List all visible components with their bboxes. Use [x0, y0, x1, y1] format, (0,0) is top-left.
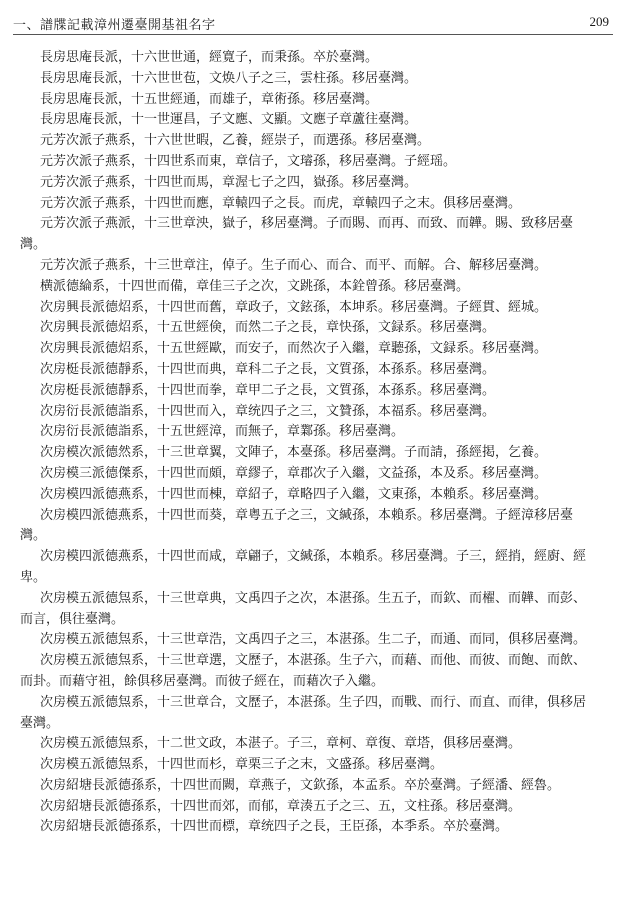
- entry: 次房梃長派德靜系，十四世而拳，章甲二子之長，文質孫，本孫系。移居臺灣。: [40, 382, 496, 398]
- entry: 元芳次派子燕派，十三世章泱，嶽子，移居臺灣。子而賜、而再、而致、而韡。賜、致移居臺灣。: [20, 216, 574, 253]
- entry: 次房紹塘長派德孫系，十四世而闕，章燕子，文欽孫，本孟系。卒於臺灣。子經潘、經魯。: [40, 777, 561, 793]
- entry: 長房思庵長派，十五世經通，而雄子，章術孫。移居臺灣。: [40, 91, 379, 107]
- entry: 次房興長派德炤系，十四世而舊，章政子，文鉉孫，本坤系。移居臺灣。子經貫、經城。: [40, 299, 548, 315]
- entry: 次房梃長派德靜系，十四世而典，章科二子之長，文質孫，本孫系。移居臺灣。: [40, 361, 496, 377]
- page-number: 209: [589, 14, 609, 29]
- entry: 元芳次派子燕系，十三世章注，倬子。生子而心、而合、而平、而解。合、解移居臺灣。: [40, 257, 548, 273]
- entry: 長房思庵長派，十六世世苞，文焕八子之三，雲柱孫。移居臺灣。: [40, 70, 418, 86]
- entry: 元芳次派子燕系，十四世而馬，章渥七子之四，嶽孫。移居臺灣。: [40, 174, 418, 190]
- entry: 次房模次派德然系，十三世章翼，文陣子，本臺孫。移居臺灣。子而請，孫經掲，乞養。: [40, 445, 548, 461]
- entry: 長房思庵長派，十一世運昌，子文應、文顯。文應子章蘆往臺灣。: [40, 112, 418, 128]
- entry: 次房興長派德炤系，十五世經倹，而然二子之長，章快孫，文録系。移居臺灣。: [40, 320, 496, 336]
- entry: 次房紹塘長派德孫系，十四世而郊，而郁，章湊五子之三、五，文柱孫。移居臺灣。: [40, 798, 522, 814]
- entry: 長房思庵長派，十六世世通，經寛子，而秉孫。卒於臺灣。: [40, 50, 379, 65]
- running-header: [13, 8, 613, 35]
- entry: 次房模五派德炰系，十二世文政，本湛子。子三，章柯、章復、章塔，俱移居臺灣。: [40, 736, 522, 752]
- entry: 次房衍長派德詣系，十四世而入，章统四子之三，文贊孫，本福系。移居臺灣。: [40, 403, 496, 419]
- entry: 元芳次派子燕系，十四世而應，章轅四子之長。而虎，章轅四子之末。俱移居臺灣。: [40, 195, 522, 211]
- chapter-title: 一、譜牒記載漳州遷臺開基祖名字: [13, 18, 216, 33]
- entry: 次房模五派德炰系，十三世章典，文禹四子之次，本湛孫。生五子，而欽、而櫂、而韡、而彭、而言，俱往臺灣。: [20, 590, 587, 627]
- entry: 元芳次派子燕系，十六世世暇，乙養，經崇子，而選孫。移居臺灣。: [40, 133, 431, 149]
- genealogy-entries: [20, 48, 592, 838]
- entry: 次房紹塘長派德孫系，十四世而標，章统四子之長，王臣孫，本季系。卒於臺灣。: [40, 819, 509, 835]
- entry: 次房衍長派德詣系，十五世經漳，而無子，章鄴孫。移居臺灣。: [40, 424, 405, 440]
- entry: 次房模五派德炰系，十三世章合，文歷子，本湛孫。生子四，而戰、而行、而直、而律，俱移居臺灣。: [20, 694, 587, 731]
- entry: 次房模三派德傑系，十四世而頗，章繆子，章郡次子入繼，文益孫，本及系。移居臺灣。: [40, 465, 548, 481]
- entry: 次房模五派德炰系，十三世章浩，文禹四子之三，本湛孫。生二子，而通、而同，俱移居臺灣。: [40, 632, 587, 648]
- entry: 次房模四派德燕系，十四世而葵，章粤五子之三，文緘孫，本賴系。移居臺灣。子經漳移居臺灣。: [20, 507, 574, 544]
- entry: 次房模五派德炰系，十四世而杉，章栗三子之末，文盛孫。移居臺灣。: [40, 757, 444, 773]
- entry: 元芳次派子燕系，十四世系而東，章信子，文璿孫，移居臺灣。子經瑶。: [40, 153, 457, 169]
- entry: 次房模五派德炰系，十三世章選，文歷子，本湛孫。生子六，而藉、而他、而彼、而飽、而飲、而卦。而藉守祖，餘俱移居臺灣。而彼子經在，而藉次子入繼。: [20, 653, 587, 689]
- entry: 次房模四派德燕系，十四世而棟，章紹子，章略四子入繼，文東孫，本賴系。移居臺灣。: [40, 486, 548, 502]
- entry: 次房興長派德炤系，十五世經歐，而安子，而然次子入繼，章聽孫，文録系。移居臺灣。: [40, 341, 548, 357]
- entry: 横派德綸系，十四世而備，章佳三子之次，文跳孫，本銓曾孫。移居臺灣。: [40, 278, 470, 294]
- entry: 次房模四派德燕系，十四世而咸，章翩子，文緘孫，本賴系。移居臺灣。子三，經捎，經廚、經卑。: [20, 549, 587, 585]
